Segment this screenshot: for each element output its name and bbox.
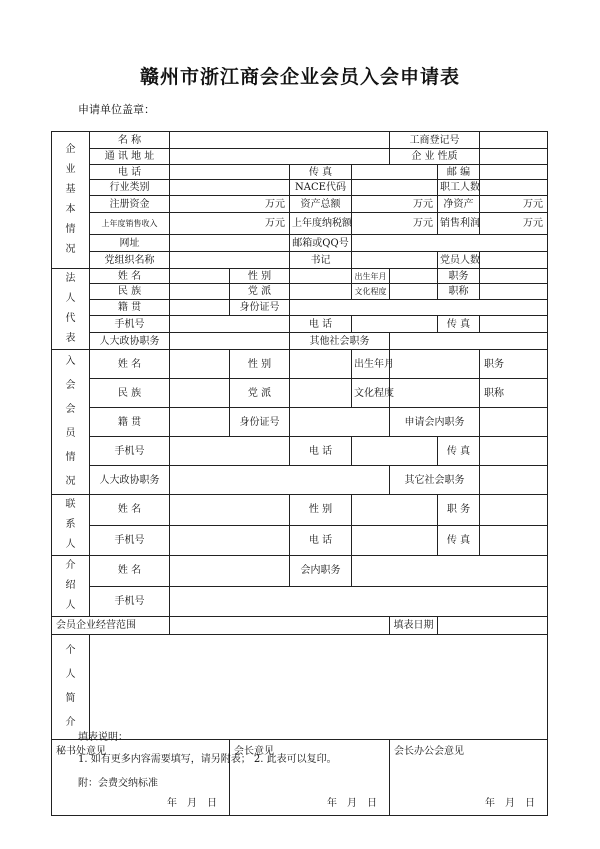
lr-title-value[interactable] — [480, 284, 548, 300]
mr-social-label: 其它社会职务 — [390, 466, 480, 495]
mr-social-value[interactable] — [480, 466, 548, 495]
phone-value[interactable] — [170, 165, 290, 180]
mr-npc-label: 人大政协职务 — [90, 466, 170, 495]
ct-gender-label: 性 别 — [290, 495, 352, 526]
ct-fax-value[interactable] — [480, 525, 548, 556]
secretariat-date: 年 月 日 — [167, 798, 217, 809]
secretary-label: 书记 — [290, 252, 352, 269]
contact-section-label: 联系人 — [52, 495, 90, 556]
lr-social-value[interactable] — [390, 333, 548, 350]
lr-npc-value[interactable] — [170, 333, 290, 350]
lr-education-label: 文化程度 — [352, 284, 390, 300]
rf-chamber-value[interactable] — [352, 556, 548, 587]
reg-no-value[interactable] — [480, 132, 548, 149]
net-assets-unit[interactable]: 万元 — [480, 196, 548, 213]
employees-value[interactable] — [480, 180, 548, 196]
business-scope-label: 会员企业经营范围 — [52, 617, 170, 635]
lr-fax-value[interactable] — [480, 316, 548, 333]
net-assets-label: 净资产 — [438, 196, 480, 213]
employees-label: 职工人数 — [438, 180, 480, 196]
lr-title-label: 职称 — [438, 284, 480, 300]
fax-label: 传 真 — [290, 165, 352, 180]
lr-position-label: 职务 — [438, 269, 480, 284]
lr-fax-label: 传 真 — [438, 316, 480, 333]
lr-native-value[interactable] — [170, 300, 230, 316]
mr-position-label: 职务 — [480, 350, 548, 379]
mr-native-value[interactable] — [170, 408, 230, 437]
mr-title-label: 职称 — [480, 379, 548, 408]
tax-label: 上年度纳税额 — [290, 213, 352, 235]
lr-ethnicity-value[interactable] — [170, 284, 230, 300]
reg-capital-label: 注册资金 — [90, 196, 170, 213]
president-opinion-label: 会长意见 — [234, 746, 274, 757]
website-value[interactable] — [170, 235, 290, 252]
meeting-opinion-label: 会长办公会意见 — [394, 746, 464, 757]
nature-label: 企 业 性质 — [390, 149, 480, 165]
notes-text: 1. 如有更多内容需要填写，请另附表； 2. 此表可以复印。 — [78, 754, 337, 765]
total-assets-unit[interactable]: 万元 — [352, 196, 438, 213]
mr-gender-value[interactable] — [290, 350, 352, 379]
mr-native-label: 籍 贯 — [90, 408, 170, 437]
mr-education-label: 文化程度 — [352, 379, 390, 408]
party-org-label: 党组织名称 — [90, 252, 170, 269]
lr-gender-value[interactable] — [290, 269, 352, 284]
mr-name-label: 姓 名 — [90, 350, 170, 379]
mr-ethnicity-value[interactable] — [170, 379, 230, 408]
mr-mobile-label: 手机号 — [90, 437, 170, 466]
mr-id-label: 身份证号 — [230, 408, 290, 437]
mr-phone-value[interactable] — [352, 437, 438, 466]
mr-party-value[interactable] — [290, 379, 352, 408]
mr-party-label: 党 派 — [230, 379, 290, 408]
ct-position-label: 职 务 — [438, 495, 480, 526]
notes-title: 填表说明： — [78, 732, 128, 743]
mr-fax-label: 传 真 — [438, 437, 480, 466]
lr-id-label: 身份证号 — [230, 300, 290, 316]
lr-birth-value[interactable] — [390, 269, 438, 284]
profile-value[interactable] — [90, 635, 548, 740]
address-value[interactable] — [170, 149, 390, 165]
reg-no-label: 工商登记号 — [390, 132, 480, 149]
postcode-label: 邮 编 — [438, 165, 480, 180]
fill-date-value[interactable] — [438, 617, 548, 635]
application-form-table — [51, 131, 548, 816]
website-label: 网址 — [90, 235, 170, 252]
lr-mobile-label: 手机号 — [90, 316, 170, 333]
company-section-label: 企业基本情况 — [52, 132, 90, 269]
lr-birth-label: 出生年月 — [352, 269, 390, 284]
rf-name-label: 姓 名 — [90, 556, 170, 587]
mr-fax-value[interactable] — [480, 437, 548, 466]
ct-name-label: 姓 名 — [90, 495, 170, 526]
ct-mobile-label: 手机号 — [90, 525, 170, 556]
mr-id-value[interactable] — [290, 408, 390, 437]
member-section-label: 入会会员情况 — [52, 350, 90, 495]
industry-label: 行业类别 — [90, 180, 170, 196]
stamp-label: 申请单位盖章： — [78, 103, 155, 116]
lr-position-value[interactable] — [480, 269, 548, 284]
party-members-label: 党员人数 — [438, 252, 480, 269]
postcode-value[interactable] — [480, 165, 548, 180]
lr-name-label: 姓 名 — [90, 269, 170, 284]
president-date: 年 月 日 — [327, 798, 377, 809]
lr-social-label: 其他社会职务 — [290, 333, 390, 350]
lr-name-value[interactable] — [170, 269, 230, 284]
total-assets-label: 资产总额 — [290, 196, 352, 213]
mr-phone-label: 电 话 — [290, 437, 352, 466]
party-members-value[interactable] — [480, 252, 548, 269]
ct-phone-value[interactable] — [352, 525, 438, 556]
lr-education-value[interactable] — [390, 284, 438, 300]
email-label: 邮箱或QQ号 — [290, 235, 352, 252]
company-name-label: 名 称 — [90, 132, 170, 149]
mr-gender-label: 性 别 — [230, 350, 290, 379]
lr-npc-label: 人大政协职务 — [90, 333, 170, 350]
lr-party-label: 党 派 — [230, 284, 290, 300]
ct-phone-label: 电 话 — [290, 525, 352, 556]
mr-name-value[interactable] — [170, 350, 230, 379]
business-scope-value[interactable] — [170, 617, 390, 635]
mr-ethnicity-label: 民 族 — [90, 379, 170, 408]
company-name-value[interactable] — [170, 132, 390, 149]
profile-section-label: 个人简介 — [52, 635, 90, 740]
sales-unit[interactable]: 万元 — [170, 213, 290, 235]
lr-phone-label: 电 话 — [290, 316, 352, 333]
meeting-date: 年 月 日 — [485, 798, 535, 809]
rf-mobile-value[interactable] — [170, 586, 548, 617]
phone-label: 电 话 — [90, 165, 170, 180]
reg-capital-unit[interactable]: 万元 — [170, 196, 290, 213]
ct-name-value[interactable] — [170, 495, 290, 526]
address-label: 通 讯 地 址 — [90, 149, 170, 165]
mr-mobile-value[interactable] — [170, 437, 290, 466]
profit-label: 销售利润 — [438, 213, 480, 235]
rf-mobile-label: 手机号 — [90, 586, 170, 617]
lr-phone-value[interactable] — [352, 316, 438, 333]
fax-value[interactable] — [352, 165, 438, 180]
lr-id-value[interactable] — [290, 300, 548, 316]
lr-mobile-value[interactable] — [170, 316, 290, 333]
lr-native-label: 籍 贯 — [90, 300, 170, 316]
rf-name-value[interactable] — [170, 556, 290, 587]
profit-unit[interactable]: 万元 — [480, 213, 548, 235]
ct-position-value[interactable] — [480, 495, 548, 526]
nace-value[interactable] — [352, 180, 438, 196]
mr-chamber-value[interactable] — [480, 408, 548, 437]
fill-date-label: 填表日期 — [390, 617, 438, 635]
industry-value[interactable] — [170, 180, 290, 196]
ct-mobile-value[interactable] — [170, 525, 290, 556]
lr-ethnicity-label: 民 族 — [90, 284, 170, 300]
nace-label: NACE代码 — [290, 180, 352, 196]
meeting-opinion-cell[interactable] — [390, 740, 548, 816]
lr-party-value[interactable] — [290, 284, 352, 300]
mr-birth-label: 出生年月 — [352, 350, 390, 379]
email-value[interactable] — [352, 235, 548, 252]
referrer-section-label: 介绍人 — [52, 556, 90, 617]
tax-unit[interactable]: 万元 — [352, 213, 438, 235]
legal-rep-section-label: 法人代表 — [52, 269, 90, 350]
ct-fax-label: 传 真 — [438, 525, 480, 556]
mr-education-value[interactable] — [390, 379, 480, 408]
notes-attachment: 附：会费交纳标准 — [78, 778, 158, 789]
form-title: 赣州市浙江商会企业会员入会申请表 — [139, 66, 460, 88]
secretary-value[interactable] — [352, 252, 438, 269]
party-org-value[interactable] — [170, 252, 290, 269]
sales-label: 上年度销售收入 — [90, 213, 170, 235]
mr-birth-value[interactable] — [390, 350, 480, 379]
lr-gender-label: 性 别 — [230, 269, 290, 284]
mr-chamber-label: 申请会内职务 — [390, 408, 480, 437]
mr-npc-value[interactable] — [170, 466, 390, 495]
rf-chamber-label: 会内职务 — [290, 556, 352, 587]
secretariat-opinion-label: 秘书处意见 — [56, 746, 106, 757]
nature-value[interactable] — [480, 149, 548, 165]
ct-gender-value[interactable] — [352, 495, 438, 526]
